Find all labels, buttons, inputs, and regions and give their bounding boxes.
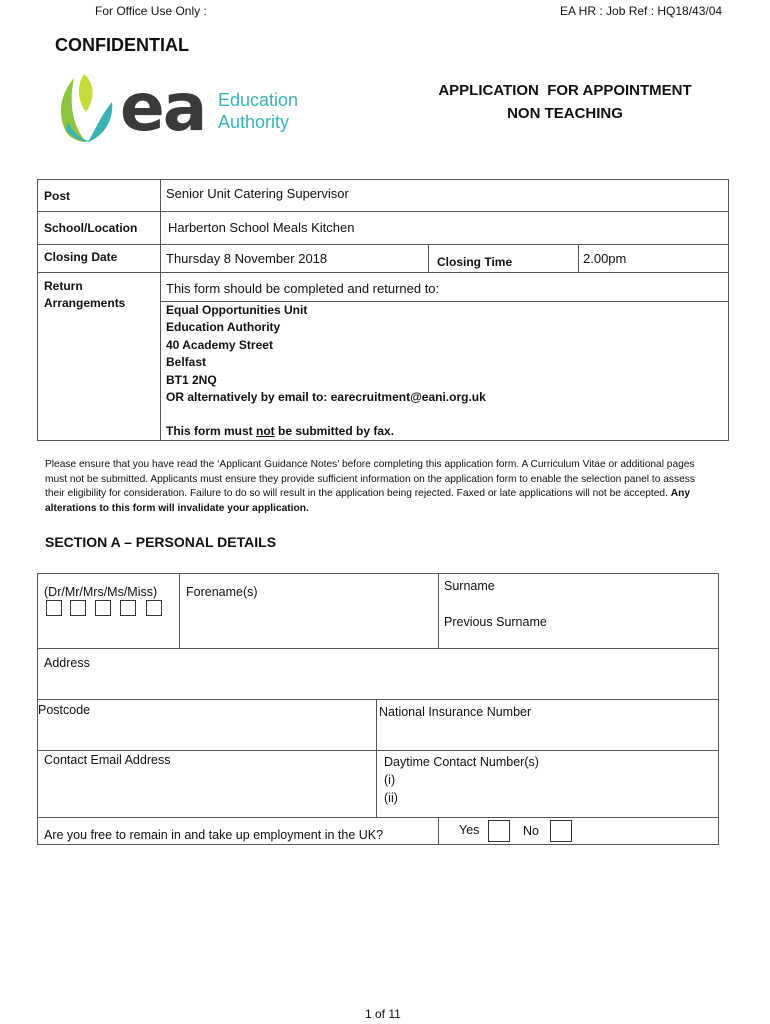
location-label: School/Location [44,221,138,235]
title-checkbox-miss[interactable] [146,600,162,616]
logo-text-line1: Education [218,90,299,110]
logo-wordmark: ea [120,69,206,146]
form-title [400,79,730,125]
title-checkbox-mrs[interactable] [95,600,111,616]
no-label: No [523,824,539,838]
daytime-contact-ii: (ii) [384,791,398,805]
uk-employment-question: Are you free to remain in and take up employment in the UK? [44,828,384,842]
forename-label: Forename(s) [186,585,258,599]
confidential-heading: CONFIDENTIAL [55,35,189,55]
return-line: Education Authority [166,320,281,335]
ni-number-label: National Insurance Number [379,705,532,719]
forename-field[interactable] [181,602,435,646]
fax-warning-not: not [256,424,275,438]
return-line: Belfast [166,355,207,370]
office-use-label: For Office Use Only : [95,4,207,18]
title-checkbox-dr[interactable] [46,600,62,616]
yes-label: Yes [459,823,480,837]
return-address [166,302,486,406]
surname-label: Surname [444,579,495,593]
return-arrangements-label [44,278,125,312]
return-line: 40 Academy Street [166,337,273,352]
fax-warning-end: be submitted by fax. [274,424,395,438]
title-checkbox-ms[interactable] [120,600,136,616]
job-reference: EA HR : Job Ref : HQ18/43/04 [560,4,723,18]
postcode-label: Postcode [38,703,91,717]
form-title-line2: NON TEACHING [507,105,623,122]
return-email-line: OR alternatively by email to: earecruitment@eani.org.uk [166,390,486,405]
post-label: Post [44,189,71,203]
daytime-contact-i: (i) [384,773,396,787]
guidance-notice [45,458,715,516]
title-options-label: (Dr/Mr/Mrs/Ms/Miss) [44,585,158,599]
previous-surname-label: Previous Surname [444,615,547,629]
notice-text: Please ensure that you have read the ‘Applicant Guidance Notes’ before completing this application form. A Curriculum Vitae or additional pages must not be submitted. Applicants must ensure they provide sufficient information on the application form to enable the selection panel to assess their eligibility for consideration. Failure to do so will result in the application being rejected. Faxed or late applications will not be accepted. [45,459,695,500]
page-number: 1 of 11 [365,1007,401,1021]
form-title-line1: APPLICATION FOR APPOINTMENT [438,82,692,99]
fax-warning [166,424,394,438]
yes-checkbox[interactable] [488,820,510,842]
notice-bold: Any alterations to this form will invalidate your application. [45,488,690,514]
closing-time-label: Closing Time [437,255,513,269]
address-label: Address [44,656,90,670]
address-field[interactable] [100,652,715,696]
return-line: BT1 2NQ [166,372,217,387]
closing-date-value[interactable]: Thursday 8 November 2018 [166,251,328,266]
no-checkbox[interactable] [550,820,572,842]
section-a-title: SECTION A – PERSONAL DETAILS [45,534,277,550]
return-label-line1: Return [44,279,83,293]
ea-logo-icon [52,72,122,144]
return-intro: This form should be completed and returned to: [166,281,440,296]
return-label-line2: Arrangements [44,296,126,310]
location-value[interactable]: Harberton School Meals Kitchen [168,220,355,235]
post-value[interactable]: Senior Unit Catering Supervisor [166,186,349,201]
email-label: Contact Email Address [44,753,171,767]
daytime-contact-block [384,753,539,807]
return-line: Equal Opportunities Unit [166,303,308,317]
closing-date-label: Closing Date [44,250,118,264]
logo-text-line2: Authority [218,112,290,132]
fax-warning-start: This form must [166,424,257,438]
logo-text [218,89,298,133]
closing-time-value[interactable]: 2.00pm [583,251,627,266]
title-checkbox-mr[interactable] [70,600,86,616]
daytime-contact-label: Daytime Contact Number(s) [384,755,539,769]
